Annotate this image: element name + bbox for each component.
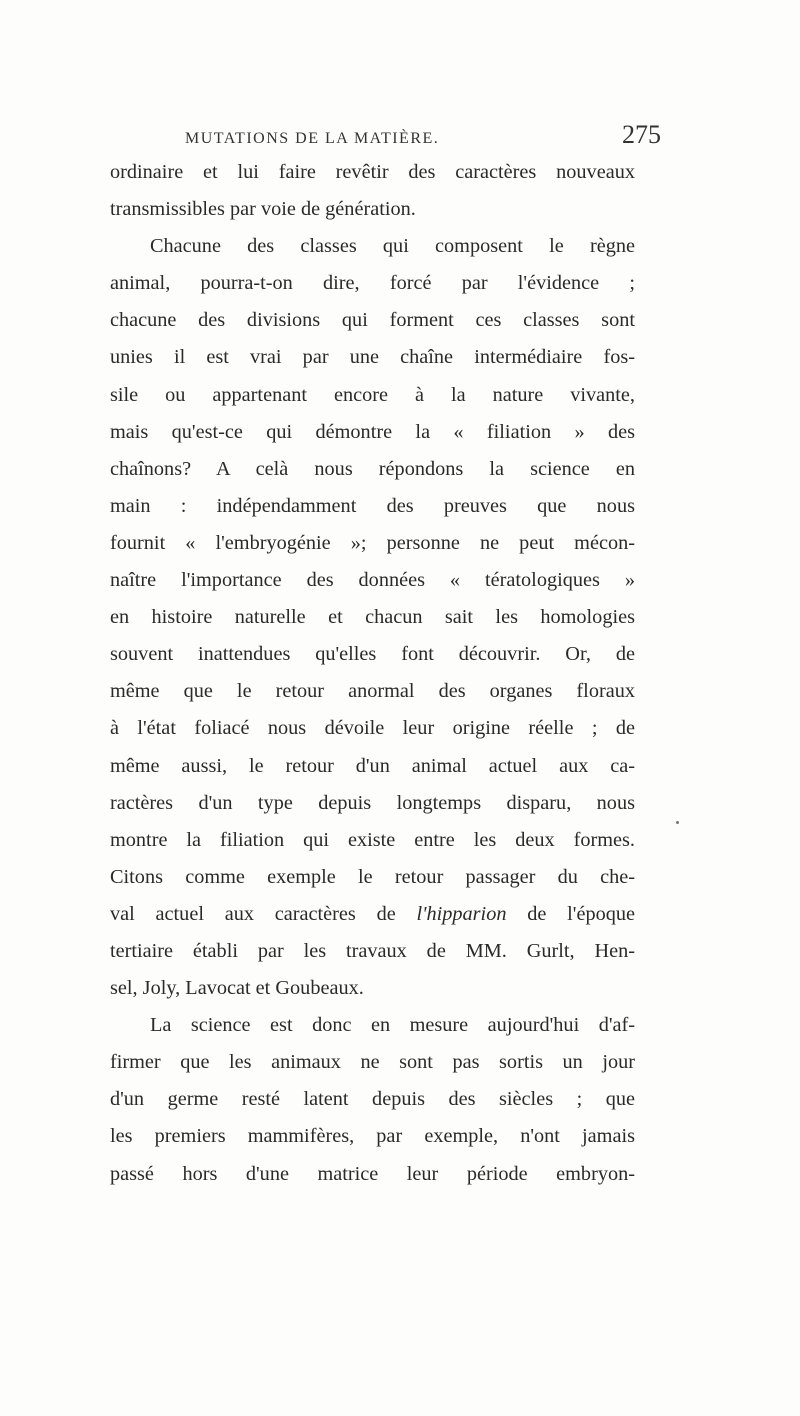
text-line: d'un germe resté latent depuis des siècles ; que	[110, 1088, 635, 1111]
text-line: naître l'importance des données « tératologiques »	[110, 569, 635, 592]
text-line: mais qu'est-ce qui démontre la « filiation » des	[110, 420, 635, 443]
text-line: firmer que les animaux ne sont pas sortis un jour	[110, 1051, 635, 1074]
text-fragment: val actuel aux caractères de	[110, 902, 417, 925]
text-line: fournit « l'embryogénie »; personne ne peut mécon-	[110, 531, 635, 554]
body-text	[110, 154, 635, 1193]
text-line: Citons comme exemple le retour passager du che-	[110, 865, 635, 888]
text-line: main : indépendamment des preuves que nous	[110, 494, 635, 517]
text-line: chacune des divisions qui forment ces classes sont	[110, 309, 635, 332]
page-number: 275	[622, 120, 661, 149]
text-line: animal, pourra-t-on dire, forcé par l'évidence ;	[110, 272, 635, 295]
text-line: ordinaire et lui faire revêtir des caractères nouveaux	[110, 161, 635, 183]
text-line: les premiers mammifères, par exemple, n'ont jamais	[110, 1125, 635, 1148]
italic-term: l'hipparion	[416, 902, 507, 925]
text-fragment: de l'époque	[506, 902, 636, 925]
text-line: tertiaire établi par les travaux de MM. Gurlt, Hen-	[110, 939, 635, 962]
text-line: sile ou appartenant encore à la nature vivante,	[110, 383, 635, 406]
running-head: MUTATIONS DE LA MATIÈRE.	[185, 130, 440, 147]
text-line-with-italic	[110, 896, 635, 933]
text-line: transmissibles par voie de génération.	[110, 198, 416, 221]
text-line: passé hors d'une matrice leur période embryon-	[110, 1162, 635, 1185]
text-line: sel, Joly, Lavocat et Goubeaux.	[110, 977, 364, 1000]
text-line: même aussi, le retour d'un animal actuel aux ca-	[110, 754, 635, 777]
text-line: unies il est vrai par une chaîne intermédiaire fos-	[110, 346, 635, 369]
text-line: à l'état foliacé nous dévoile leur origine réelle ; de	[110, 717, 635, 740]
margin-speck	[676, 821, 679, 824]
text-line: La science est donc en mesure aujourd'hui d'af-	[150, 1014, 635, 1037]
text-line: Chacune des classes qui composent le règne	[150, 235, 635, 258]
text-line: chaînons? A celà nous répondons la science en	[110, 457, 635, 480]
text-line: ractères d'un type depuis longtemps disparu, nous	[110, 791, 635, 814]
text-line: même que le retour anormal des organes floraux	[110, 680, 635, 703]
text-line: souvent inattendues qu'elles font découvrir. Or, de	[110, 643, 635, 666]
text-line: en histoire naturelle et chacun sait les homologies	[110, 606, 635, 629]
text-line: montre la filiation qui existe entre les deux formes.	[110, 828, 635, 851]
